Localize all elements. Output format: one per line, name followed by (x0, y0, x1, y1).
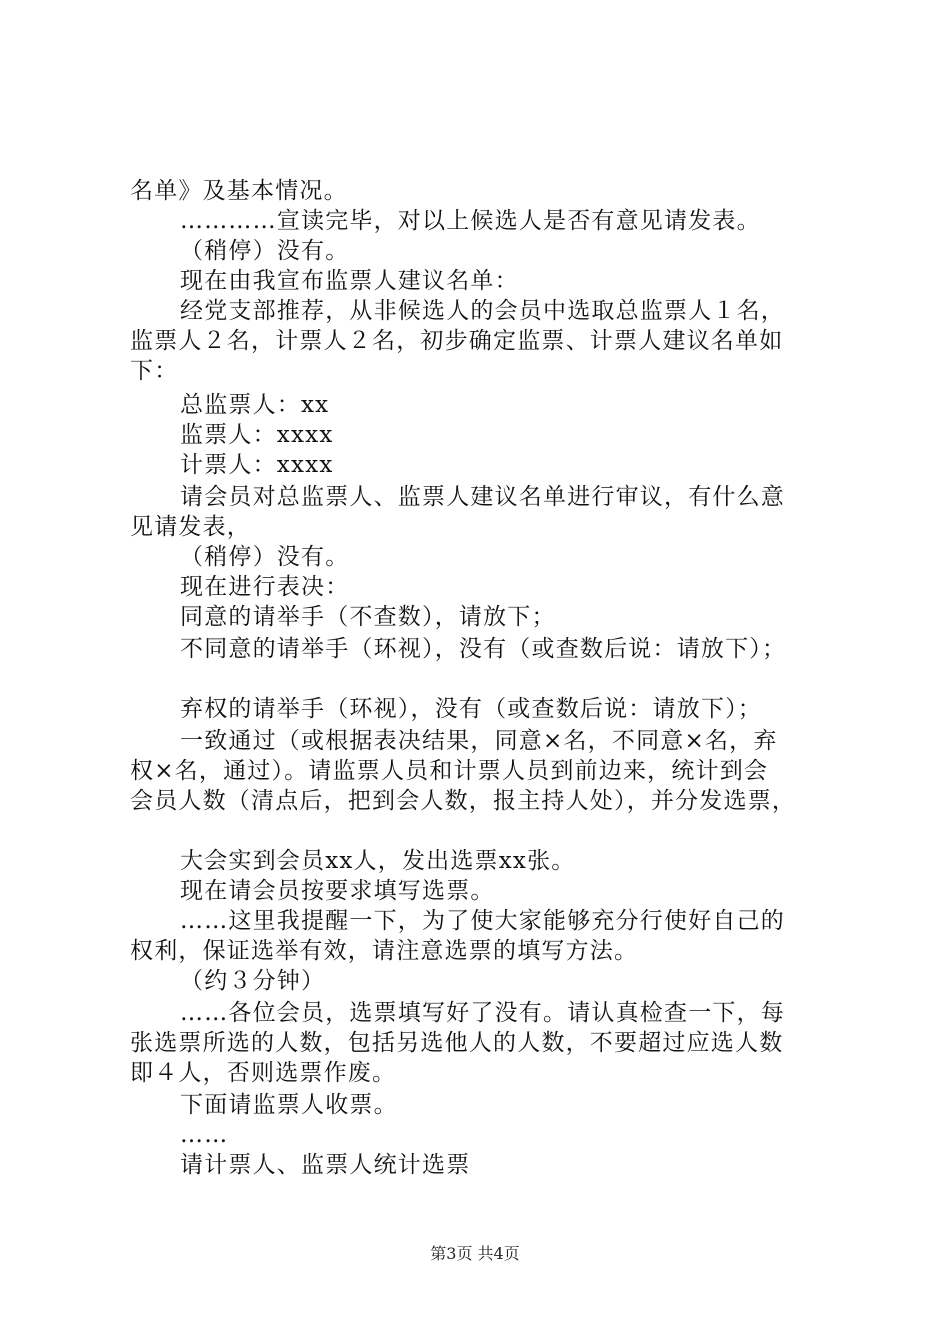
text-line: 总监票人：xx (180, 392, 330, 418)
text-line: 会员人数（清点后，把到会人数，报主持人处），并分发选票， (130, 788, 797, 814)
text-line: 现在进行表决： (180, 574, 350, 600)
text-line: 张选票所选的人数，包括另选他人的人数，不要超过应选人数 (130, 1030, 784, 1056)
text-line: 下面请监票人收票。 (180, 1092, 398, 1118)
text-line: 监票人２名，计票人２名，初步确定监票、计票人建议名单如 (130, 328, 784, 354)
text-line: 现在请会员按要求填写选票。 (180, 878, 495, 904)
text-line: 弃权的请举手（环视），没有（或查数后说：请放下）； (180, 696, 762, 722)
page-number-footer: 第3页 共4页 (430, 1244, 520, 1263)
text-line: 经党支部推荐，从非候选人的会员中选取总监票人１名， (180, 298, 785, 324)
text-line: 即４人，否则选票作废。 (130, 1060, 397, 1086)
text-line: 见请发表， (130, 514, 251, 540)
text-line: 大会实到会员xx人，发出选票xx张。 (180, 848, 576, 874)
text-line: 不同意的请举手（环视），没有（或查数后说：请放下）； (180, 636, 787, 662)
text-line: 权×名，通过）。请监票人员和计票人员到前边来，统计到会 (130, 758, 769, 784)
text-line: …… (180, 1122, 229, 1148)
text-line: （稍停）没有。 (180, 544, 350, 570)
text-line: 同意的请举手（不查数），请放下； (180, 604, 556, 630)
text-line: （稍停）没有。 (180, 238, 350, 264)
text-line: ……这里我提醒一下，为了使大家能够充分行使好自己的 (180, 908, 785, 934)
text-line: 权利，保证选举有效，请注意选票的填写方法。 (130, 938, 639, 964)
text-line: 现在由我宣布监票人建议名单： (180, 268, 519, 294)
text-line: 名单》及基本情况。 (130, 178, 348, 204)
text-line: （约３分钟） (180, 968, 326, 994)
text-line: ……各位会员，选票填写好了没有。请认真检查一下，每 (180, 1000, 785, 1026)
text-line: 下： (130, 358, 179, 384)
text-line: 一致通过（或根据表决结果，同意×名，不同意×名，弃 (180, 728, 778, 754)
text-line: 监票人：xxxx (180, 422, 334, 448)
text-line: 请会员对总监票人、监票人建议名单进行审议，有什么意 (180, 484, 785, 510)
text-line: 计票人：xxxx (180, 452, 334, 478)
text-line: 请计票人、监票人统计选票 (180, 1152, 471, 1178)
text-line: …………宣读完毕，对以上候选人是否有意见请发表。 (180, 208, 761, 234)
